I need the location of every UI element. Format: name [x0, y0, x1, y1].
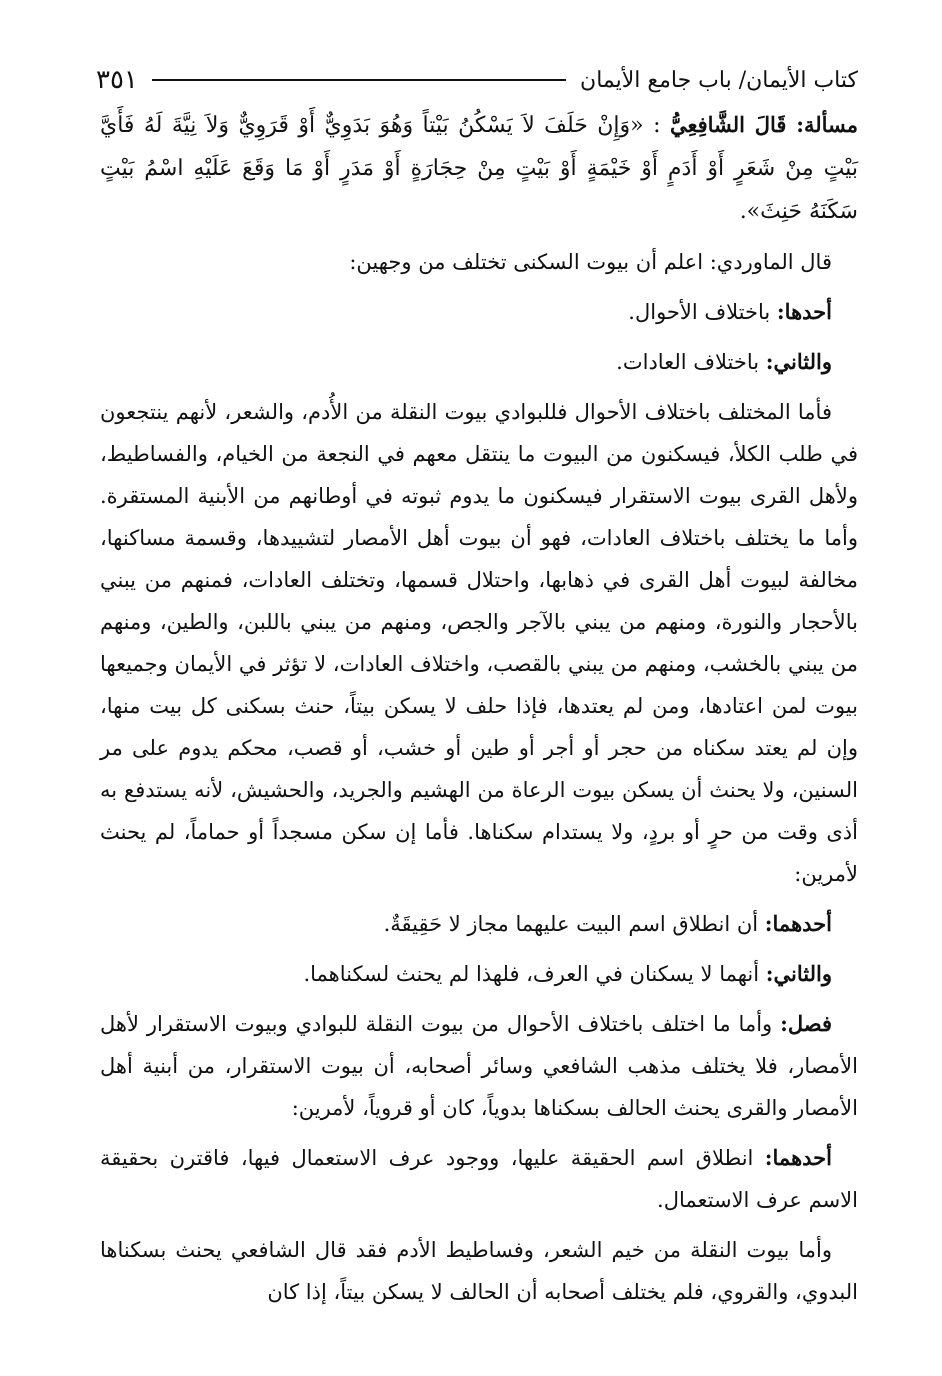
reason-two-lead: والثاني: — [765, 961, 832, 986]
second-aspect-text: باختلاف العادات. — [616, 350, 766, 374]
reason-two-text: أنهما لا يسكنان في العرف، فلهذا لم يحنث لسكناهما. — [303, 962, 766, 986]
reason-two — [100, 953, 858, 995]
page-body — [100, 104, 858, 1321]
fasl-lead: فصل: — [780, 1011, 832, 1036]
masala-text: : «وَإِنْ حَلَفَ لاَ يَسْكُنُ بَيْتاً وَهُوَ بَدَوِيٌّ أَوْ قَرَوِيٌّ وَلاَ نِيَّةَ لَهُ فَأَيَّ بَيْتٍ مِنْ شَعَرٍ أَوْ أَدَمٍ أَوْ خَيْمَةٍ أَوْ بَيْتٍ مِنْ حِجَارَةٍ أَوْ مَدَرٍ أَوْ مَا وَقَعَ عَلَيْهِ اسْمُ بَيْتٍ سَكَنَهُ حَنِثَ». — [100, 113, 858, 224]
reason-one-lead: أحدهما: — [764, 911, 832, 936]
mawardi-paragraph: قال الماوردي: اعلم أن بيوت السكنى تختلف من وجهين: — [349, 250, 832, 274]
running-header — [96, 58, 858, 102]
reason-one-text: أن انطلاق اسم البيت عليهما مجاز لا حَقِيقَةٌ. — [383, 912, 765, 936]
fasl-reason-one-text: انطلاق اسم الحقيقة عليها، ووجود عرف الاستعمال فيها، فاقترن بحقيقة الاسم عرف الاستعمال. — [100, 1146, 858, 1212]
page-number: ٣٥١ — [96, 65, 138, 95]
second-aspect — [100, 341, 858, 383]
final-paragraph: وأما بيوت النقلة من خيم الشعر، وفساطيط الأدم فقد قال الشافعي يحنث بسكناها البدوي، والقروي، فلم يختلف أصحابه أن الحالف لا يسكن بيتاً، إذا كان — [100, 1238, 858, 1304]
fasl-reason-one — [100, 1137, 858, 1221]
reason-one — [100, 903, 858, 945]
masala-paragraph — [100, 104, 858, 233]
header-title: كتاب الأيمان/ باب جامع الأيمان — [580, 67, 858, 93]
header-rule — [152, 79, 566, 81]
fasl-text: وأما ما اختلف باختلاف الأحوال من بيوت النقلة للبوادي وبيوت الاستقرار لأهل الأمصار، فلا يختلف مذهب الشافعي وسائر أصحابه، أن بيوت الاستقرار، من أبنية أهل الأمصار والقرى يحنث الحالف بسكناها بدوياً، كان أو قروياً، لأمرين: — [100, 1012, 858, 1120]
main-paragraph: فأما المختلف باختلاف الأحوال فللبوادي بيوت النقلة من الأُدم، والشعر، لأنهم ينتجعون في طلب الكلأ، فيسكنون من البيوت ما ينتقل معهم في النجعة من الخيام، والفساطيط، ولأهل القرى بيوت الاستقرار فيسكنون ما يدوم ثبوته في أوطانهم من الأبنية المستقرة. وأما ما يختلف باختلاف العادات، فهو أن بيوت أهل الأمصار لتشييدها، وقسمة مساكنها، مخالفة لبيوت أهل القرى في ذهابها، واحتلال قسمها، وتختلف العادات، فمنهم من يبني بالأحجار والنورة، ومنهم من يبني بالآجر والجص، ومنهم من يبني باللبن، والطين، ومنهم من يبني بالخشب، ومنهم من يبني بالقصب، واختلاف العادات، لا تؤثر في الأيمان وجميعها بيوت لمن اعتادها، ومن لم يعتدها، فإذا حلف لا يسكن بيتاً، حنث بسكنى كل بيت منها، وإن لم يعتد سكناه من حجر أو أجر أو طين أو خشب، أو قصب، محكم يدوم على مر السنين، ولا يحنث أن يسكن بيوت الرعاة من الهشيم والجريد، والحشيش، لأنه يستدفع به أذى وقت من حرٍ أو بردٍ، ولا يستدام سكناها. فأما إن سكن مسجداً أو حماماً، لم يحنث لأمرين: — [100, 400, 858, 886]
first-aspect — [100, 291, 858, 333]
first-aspect-lead: أحدها: — [776, 299, 832, 324]
fasl-reason-one-lead: أحدهما: — [764, 1145, 832, 1170]
masala-lead: مسألة: قَالَ الشَّافِعِيُّ — [669, 112, 858, 137]
fasl-paragraph — [100, 1003, 858, 1129]
first-aspect-text: باختلاف الأحوال. — [628, 300, 777, 324]
second-aspect-lead: والثاني: — [765, 349, 832, 374]
